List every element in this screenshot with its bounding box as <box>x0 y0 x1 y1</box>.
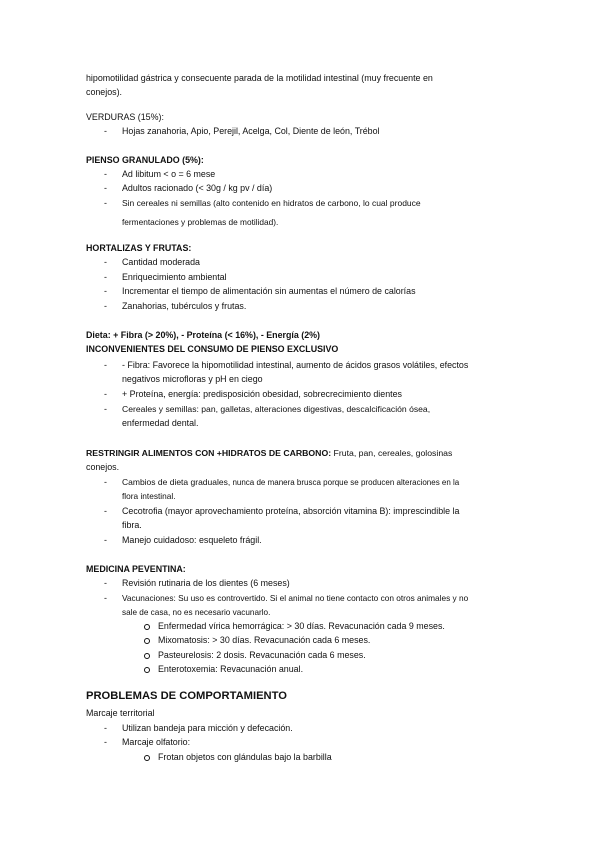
bullet-dash: - <box>104 477 107 487</box>
restringir-heading: RESTRINGIR ALIMENTOS CON +HIDRATOS DE CARBONO: <box>86 448 332 458</box>
bullet-dash: - <box>104 126 107 136</box>
restringir-item-cont: fibra. <box>122 520 142 530</box>
comportamiento-item: Marcaje olfatorio: <box>122 737 191 747</box>
bullet-dash: - <box>104 506 107 516</box>
vacuna-subitem: Enterotoxemia: Revacunación anual. <box>158 664 304 674</box>
bullet-dash: - <box>104 389 107 399</box>
bullet-dash: - <box>104 593 107 603</box>
restringir-item <box>122 477 459 488</box>
hortalizas-item: Incrementar el tiempo de alimentación sin aumentas el número de calorías <box>122 286 416 296</box>
circle-bullet-icon <box>144 653 150 659</box>
restringir-item-part2: nunca de manera brusca porque se producen alteraciones en la <box>230 478 460 487</box>
restringir-item: Cecotrofia (mayor aprovechamiento proteína, absorción vitamina B): imprescindible la <box>122 506 460 516</box>
bullet-dash: - <box>104 286 107 296</box>
bullet-dash: - <box>104 169 107 179</box>
hortalizas-heading: HORTALIZAS Y FRUTAS: <box>86 243 192 253</box>
inconvenientes-heading: INCONVENIENTES DEL CONSUMO DE PIENSO EXCLUSIVO <box>86 344 339 354</box>
restringir-item-part1: Cambios de dieta graduales, <box>122 477 231 487</box>
bullet-dash: - <box>104 272 107 282</box>
bullet-dash: - <box>104 198 107 208</box>
restringir-line <box>86 448 452 459</box>
bullet-dash: - <box>104 360 107 370</box>
bullet-dash: - <box>104 737 107 747</box>
bullet-dash: - <box>104 257 107 267</box>
vacuna-subitem: Pasteurelosis: 2 dosis. Revacunación cada 6 meses. <box>158 650 366 660</box>
restringir-item: Manejo cuidadoso: esqueleto frágil. <box>122 535 262 545</box>
vacuna-subitem: Enfermedad vírica hemorrágica: > 30 días. Revacunación cada 9 meses. <box>158 621 445 631</box>
inconvenientes-item: + Proteína, energía: predisposición obesidad, sobrecrecimiento dientes <box>122 389 402 399</box>
restringir-rest: Fruta, pan, cereales, golosinas <box>331 448 453 458</box>
pienso-item: Sin cereales ni semillas (alto contenido en hidratos de carbono, lo cual produce <box>122 198 421 208</box>
vacuna-subitem: Mixomatosis: > 30 días. Revacunación cada 6 meses. <box>158 635 371 645</box>
restringir-item-cont: flora intestinal. <box>122 491 176 501</box>
bullet-dash: - <box>104 301 107 311</box>
comportamiento-heading: PROBLEMAS DE COMPORTAMIENTO <box>86 690 287 702</box>
hortalizas-item: Cantidad moderada <box>122 257 200 267</box>
pienso-item: Ad libitum < o = 6 mese <box>122 169 216 179</box>
medicina-heading: MEDICINA PEVENTINA: <box>86 564 186 574</box>
circle-bullet-icon <box>144 667 150 673</box>
hortalizas-item: Zanahorias, tubérculos y frutas. <box>122 301 247 311</box>
bullet-dash: - <box>104 183 107 193</box>
comportamiento-subheading: Marcaje territorial <box>86 708 155 718</box>
pienso-item-cont: fermentaciones y problemas de motilidad). <box>122 217 279 227</box>
bullet-dash: - <box>104 578 107 588</box>
circle-bullet-icon <box>144 755 150 761</box>
bullet-dash: - <box>104 723 107 733</box>
inconvenientes-item: - Fibra: Favorece la hipomotilidad intestinal, aumento de ácidos grasos volátiles, efectos <box>122 360 469 370</box>
inconvenientes-item-cont: enfermedad dental. <box>122 418 199 428</box>
restringir-line-2: conejos. <box>86 462 120 472</box>
pienso-item: Adultos racionado (< 30g / kg pv / día) <box>122 183 273 193</box>
inconvenientes-item: Cereales y semillas: pan, galletas, alteraciones digestivas, descalcificación ósea, <box>122 404 431 414</box>
medicina-item-cont: sale de casa, no es necesario vacunarlo. <box>122 608 271 617</box>
circle-bullet-icon <box>144 624 150 630</box>
comportamiento-subitem: Frotan objetos con glándulas bajo la barbilla <box>158 752 332 762</box>
circle-bullet-icon <box>144 638 150 644</box>
medicina-item: Revisión rutinaria de los dientes (6 meses) <box>122 578 290 588</box>
comportamiento-item: Utilizan bandeja para micción y defecación. <box>122 723 293 733</box>
inconvenientes-item-cont: negativos microfloras y pH en ciego <box>122 374 263 384</box>
verduras-item: Hojas zanahoria, Apio, Perejil, Acelga, Col, Diente de león, Trébol <box>122 126 380 136</box>
intro-line-2: conejos). <box>86 87 123 97</box>
dieta-line: Dieta: + Fibra (> 20%), - Proteína (< 16%), - Energía (2%) <box>86 330 321 340</box>
bullet-dash: - <box>104 404 107 414</box>
pienso-heading: PIENSO GRANULADO (5%): <box>86 155 204 165</box>
verduras-heading: VERDURAS (15%): <box>86 112 164 122</box>
bullet-dash: - <box>104 535 107 545</box>
intro-line-1: hipomotilidad gástrica y consecuente parada de la motilidad intestinal (muy frecuente en <box>86 73 433 83</box>
medicina-item: Vacunaciones: Su uso es controvertido. Si el animal no tiene contacto con otros animales y no <box>122 593 469 603</box>
hortalizas-item: Enriquecimiento ambiental <box>122 272 227 282</box>
